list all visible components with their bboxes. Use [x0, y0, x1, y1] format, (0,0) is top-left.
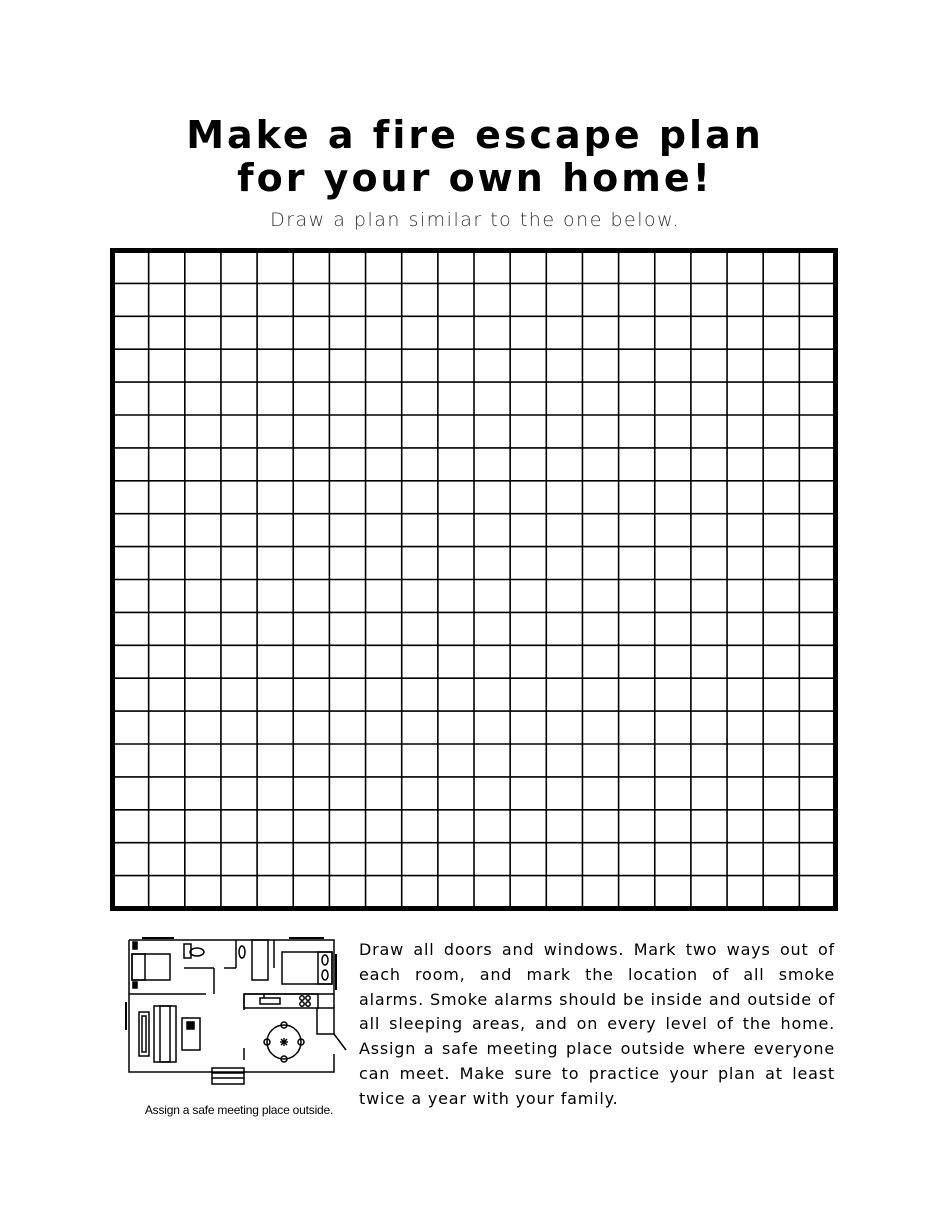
plan-bathroom — [184, 940, 268, 980]
title-line-1: Make a fire escape plan — [186, 113, 764, 157]
title-line-2: for your own home! — [237, 156, 713, 200]
page-title — [0, 114, 950, 200]
instructions-paragraph: Draw all doors and windows. Mark two ways out of each room, and mark the location of all smoke alarms. Smoke alarms should be inside and outside of all sleeping areas, and on every level of the home. Assign a safe meeting place outside where everyone can meet. Make sure to practice your plan at least twice a year with your family. — [359, 940, 835, 1108]
plan-doors — [317, 1008, 346, 1050]
plan-living-room — [139, 1006, 200, 1062]
subtitle: Draw a plan similar to the one below. — [270, 209, 680, 231]
example-floor-plan — [124, 934, 354, 1090]
grid-svg — [110, 248, 838, 911]
drawing-grid[interactable] — [110, 248, 838, 911]
plan-kitchen — [244, 994, 318, 1008]
plan-bedroom-2 — [282, 952, 332, 984]
plan-dining-table — [264, 1022, 304, 1062]
plan-bedroom-1 — [132, 942, 170, 988]
plan-front-steps — [212, 1068, 244, 1084]
plan-caption: Assign a safe meeting place outside. — [144, 1103, 334, 1117]
